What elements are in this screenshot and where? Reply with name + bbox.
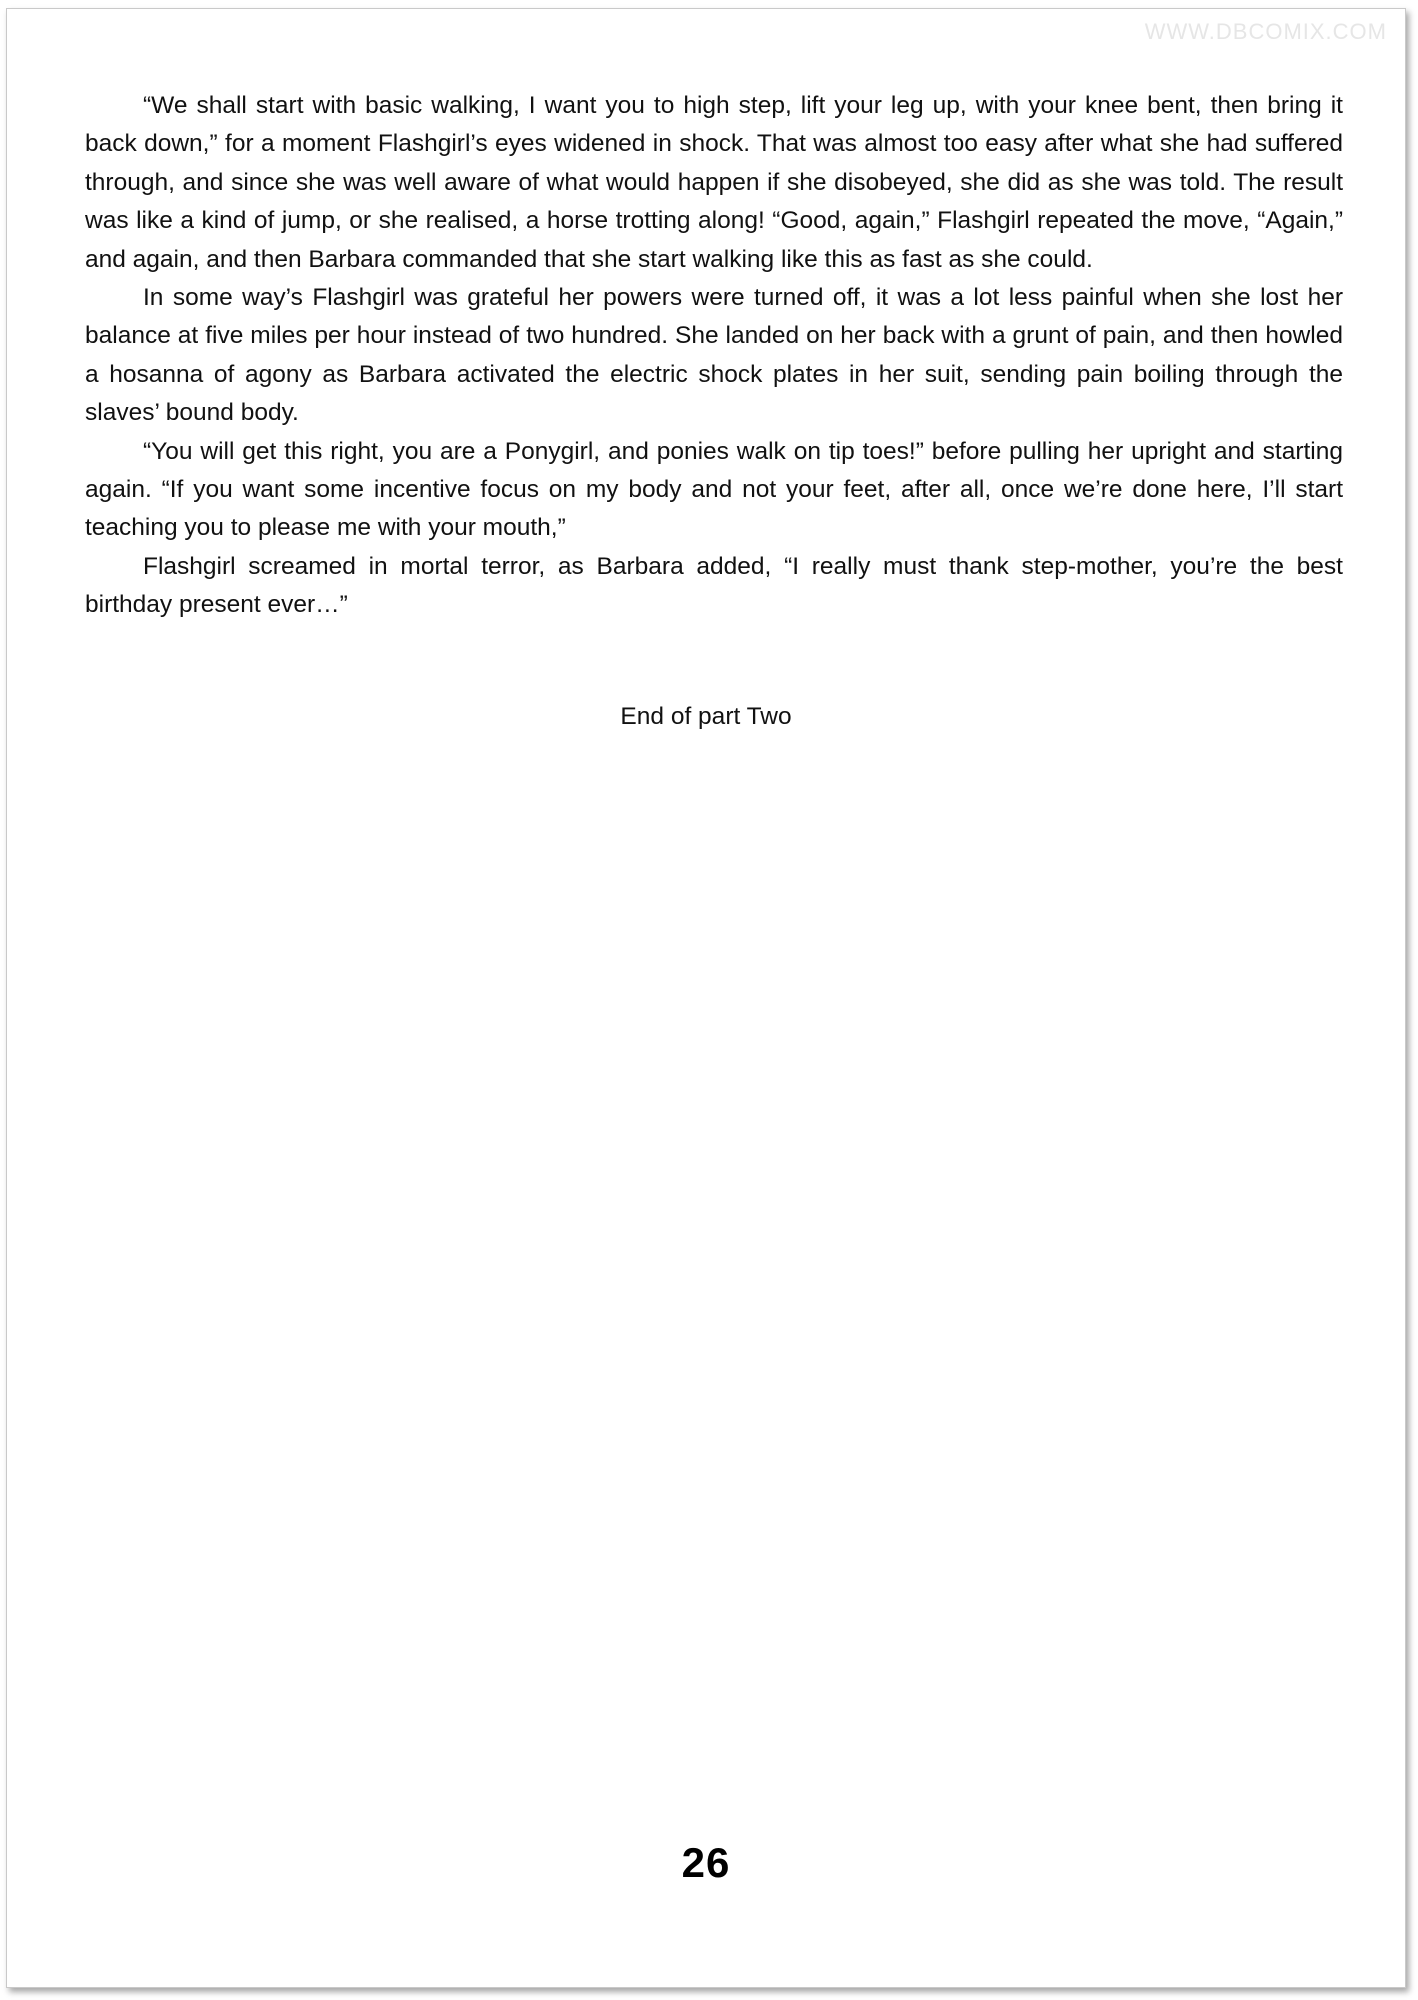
paragraph: Flashgirl screamed in mortal terror, as Barbara added, “I really must thank step-mother, you’re the best birthday present ever…” [85,552,1343,619]
end-of-part-note: End of part Two [620,703,792,730]
document-page [6,8,1406,1988]
paragraph: In some way’s Flashgirl was grateful her powers were turned off, it was a lot less painful when she lost her balance at five miles per hour instead of two hundred. She landed on her back with a grunt of pain, and then howled a hosanna of agony as Barbara activated the electric shock plates in her suit, sending pain boiling through the slaves’ bound body. [85,284,1343,427]
story-body [85,87,1343,625]
paragraph: “We shall start with basic walking, I want you to high step, lift your leg up, with your knee bent, then bring it back down,” for a moment Flashgirl’s eyes widened in shock. That was almost too easy after what she had suffered through, and since she was well aware of what would happen if she disobeyed, she did as she was told. The result was like a kind of jump, or she realised, a horse trotting along! “Good, again,” Flashgirl repeated the move, “Again,” and again, and then Barbara commanded that she start walking like this as fast as she could. [85,92,1343,273]
page-number: 26 [681,1839,731,1886]
paragraph: “You will get this right, you are a Ponygirl, and ponies walk on tip toes!” before pulling her upright and starting again. “If you want some incentive focus on my body and not your feet, after all, once we’re done here, I’ll start teaching you to please me with your mouth,” [85,437,1343,542]
watermark: WWW.DBCOMIX.COM [1144,19,1387,44]
